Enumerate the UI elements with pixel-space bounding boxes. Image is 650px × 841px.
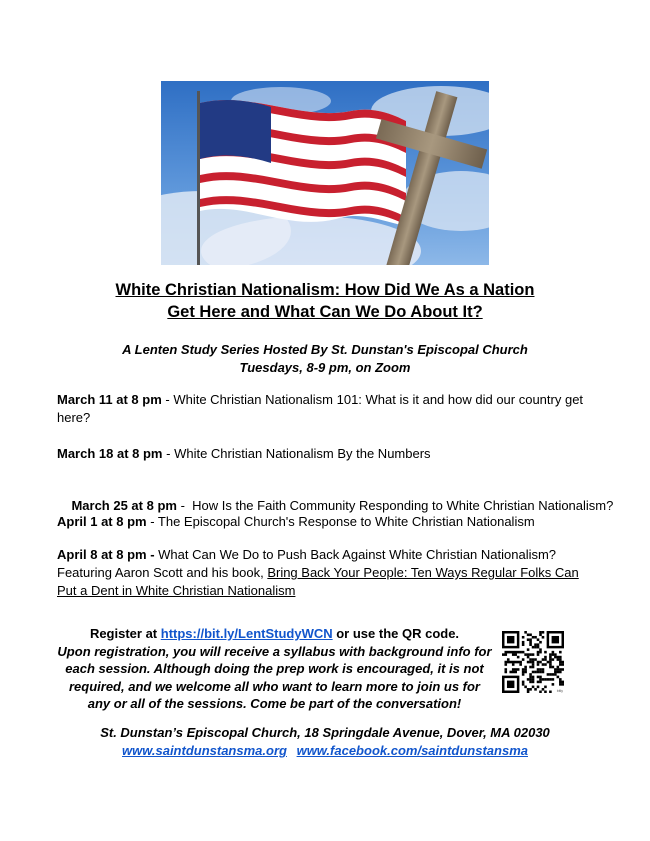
session-separator: - (162, 446, 175, 461)
qr-code[interactable] (502, 631, 564, 693)
session-item (57, 445, 597, 463)
register-line (57, 625, 492, 643)
session-item (57, 513, 597, 531)
session-topic: The Episcopal Church's Response to White Christian Nationalism (157, 514, 535, 529)
session-separator: - (146, 514, 158, 529)
registration-info: Upon registration, you will receive a syllabus with background info for each session. Although doing the prep work is encouraged, it is not required, and we welcome all who want to learn more to join us for any or all of the sessions. Come be part of the conversation! (57, 643, 492, 711)
registration-link[interactable]: https://bit.ly/LentStudyWCN (160, 626, 333, 641)
session-date: March 11 at 8 pm (57, 392, 162, 407)
session-date: April 8 at 8 pm - (57, 547, 155, 562)
header-image (161, 81, 489, 265)
register-prefix: Register at (89, 626, 161, 641)
session-date: March 25 at 8 pm (71, 498, 177, 513)
footer-links (0, 742, 650, 760)
website-link[interactable]: www.saintdunstansma.org (122, 743, 287, 758)
session-item (57, 391, 597, 427)
session-topic: What Can We Do to Push Back Against White Christian Nationalism? Featuring Aaron Scott and his book, (57, 547, 557, 580)
church-footer (0, 724, 650, 760)
church-address: St. Dunstan’s Episcopal Church, 18 Springdale Avenue, Dover, MA 02030 (100, 725, 550, 740)
flag-and-cross-photo (161, 81, 489, 265)
book-title-link[interactable]: Bring Back Your People: Ten Ways Regular Folks Can Put a Dent in White Christian Nationalism (57, 565, 579, 598)
session-date: March 18 at 8 pm (57, 446, 163, 461)
session-topic: White Christian Nationalism 101: What is it and how did our country get here? (57, 392, 584, 425)
qr-caption: bitly (556, 689, 563, 693)
session-topic: How Is the Faith Community Responding to White Christian Nationalism? (192, 498, 614, 513)
session-topic: White Christian Nationalism By the Numbers (174, 446, 431, 461)
session-separator: - (176, 498, 193, 513)
qr-code-icon (502, 631, 564, 693)
title-line-2: Get Here and What Can We Do About It? (167, 303, 483, 321)
registration-block (57, 625, 492, 713)
title-line-1: White Christian Nationalism: How Did We As a Nation (115, 281, 535, 299)
subtitle-line-1: A Lenten Study Series Hosted By St. Dunstan's Episcopal Church (122, 342, 528, 357)
subtitle-line-2: Tuesdays, 8-9 pm, on Zoom (239, 360, 411, 375)
facebook-link[interactable]: www.facebook.com/saintdunstansma (296, 743, 528, 758)
series-subtitle (0, 341, 650, 377)
session-item (57, 546, 597, 600)
register-suffix: or use the QR code. (332, 626, 460, 641)
session-date: April 1 at 8 pm (57, 514, 147, 529)
session-separator: - (161, 392, 174, 407)
page-title (0, 279, 650, 323)
